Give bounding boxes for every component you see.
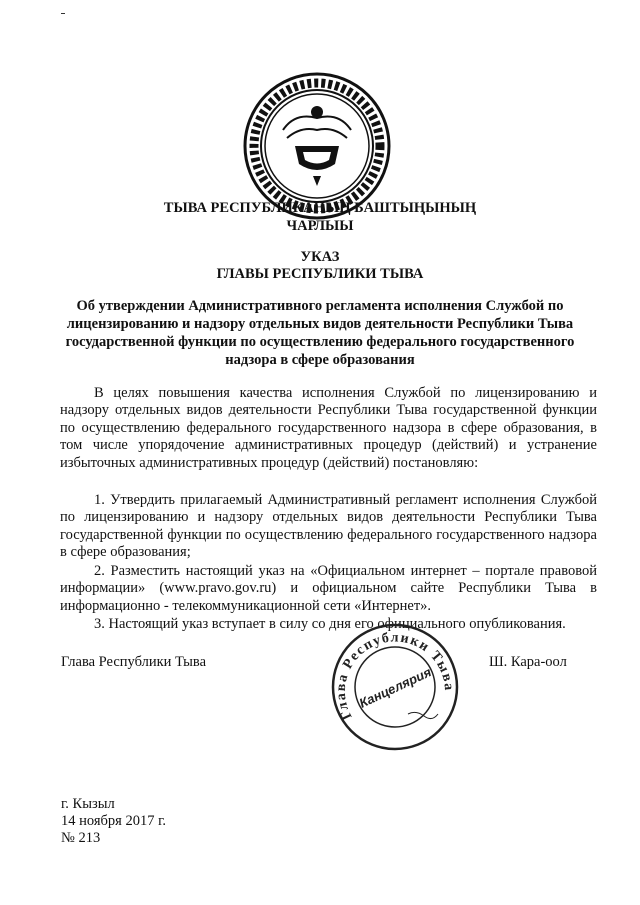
issuer: ГЛАВЫ РЕСПУБЛИКИ ТЫВА xyxy=(216,266,424,282)
document-type: УКАЗ xyxy=(300,249,340,265)
scan-mark xyxy=(61,13,65,14)
item-3: 3. Настоящий указ вступает в силу со дня его официального опубликования. xyxy=(94,616,566,632)
issue-city: г. Кызыл xyxy=(61,796,115,812)
coat-of-arms-emblem xyxy=(243,72,391,220)
subject-line1: Об утверждении Административного регламента исполнения Службой по xyxy=(76,298,564,314)
item-2: 2. Разместить настоящий указ на «Официальном интернет – портале правовой информации» (www.pravo.gov.ru) и официальном сайте Республики Тыва в информационно - телекоммуникационной сети «Интернет». xyxy=(60,563,597,614)
svg-text:Глава Республики Тыва xyxy=(334,630,456,721)
signatory-name: Ш. Кара-оол xyxy=(489,654,567,670)
document-number: № 213 xyxy=(61,830,101,846)
title-tyva-line2: ЧАРЛЫЫ xyxy=(286,218,354,234)
stamp-ring-text: Глава Республики Тыва xyxy=(333,630,457,722)
subject-line4: надзора в сфере образования xyxy=(225,352,415,368)
official-stamp xyxy=(330,622,460,752)
title-tyva-line1: ТЫВА РЕСПУБЛИКАНЫҢ БАШТЫҢЫНЫҢ xyxy=(163,200,477,216)
item-1: 1. Утвердить прилагаемый Административный регламент исполнения Службой по лицензированию и надзору отдельных видов деятельности Республики Тыва государственной функции по осуществлению федерального государственного надзора в сфере образования; xyxy=(60,492,597,561)
preamble-paragraph: В целях повышения качества исполнения Службой по лицензированию и надзору отдельных видов деятельности Республики Тыва государственной функции по осуществлению федерального государственного надзора в сфере образования, в том числе упорядочение административных процедур (действий) и устранение избыточных административных процедур (действий) постановляю: xyxy=(60,385,597,471)
subject-line3: государственной функции по осуществлению федерального государственного xyxy=(65,334,575,350)
subject-line2: лицензированию и надзору отдельных видов деятельности Республики Тыва xyxy=(66,316,574,332)
issue-date: 14 ноября 2017 г. xyxy=(61,813,167,829)
signatory-position: Глава Республики Тыва xyxy=(61,654,207,670)
stamp-center-text: Канцелярия xyxy=(356,664,434,711)
